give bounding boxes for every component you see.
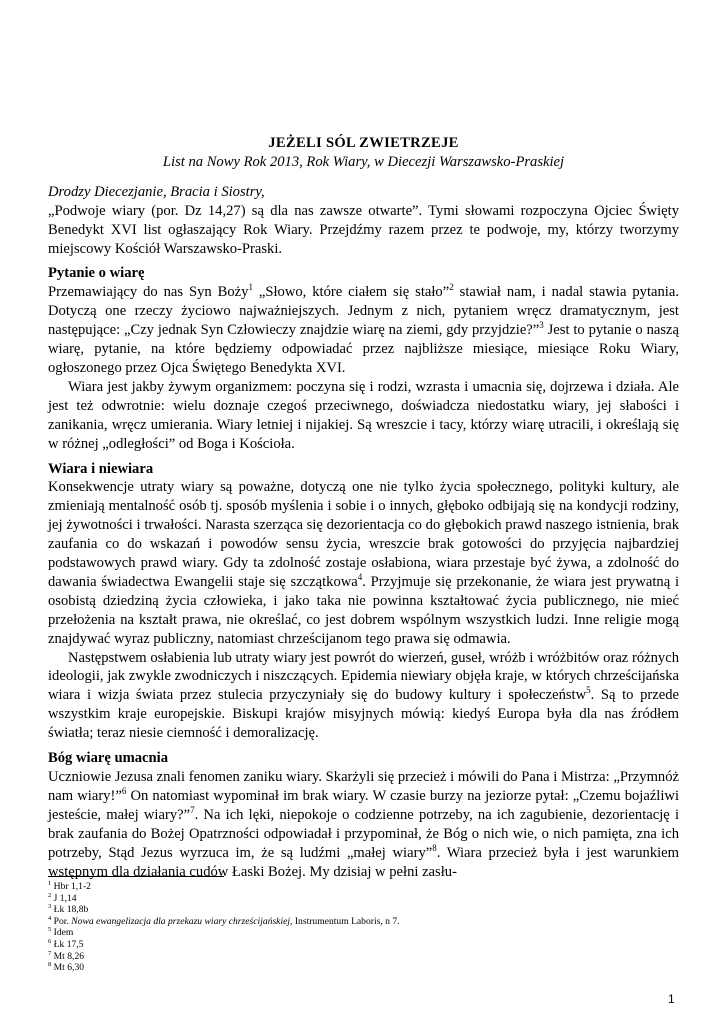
footnote: $^3$ Łk 18,8b bbox=[48, 903, 89, 916]
footnote-ref[interactable]: 6 bbox=[121, 786, 127, 797]
section-heading: Pytanie o wiarę bbox=[48, 265, 145, 282]
letter-body bbox=[48, 134, 679, 881]
document-title: JEŻELI SÓL ZWIETRZEJE bbox=[268, 135, 459, 151]
footnote-ref[interactable]: 4 bbox=[357, 572, 363, 583]
intro-paragraph: „Podwoje wiary (por. Dz 14,27) są dla nas zawsze otwarte”. Tymi słowami rozpoczyna Ojciec Święty Benedykt XVI list ogłaszający Rok Wiary. Przejdźmy razem przez te podwoje, my, którzy tworzymy miejscowy Kościół Warszawsko-Praski. bbox=[48, 202, 679, 257]
section-heading: Bóg wiarę umacnia bbox=[48, 750, 168, 767]
paragraph: Uczniowie Jezusa znali fenomen zaniku wiary. Skarżyli się przecież i mówili do Pana i Mistrza: „Przymnóż nam wiary!”$^6$ On natomiast wypominał im brak wiary. W czasie burzy na jeziorze pytał: „Czemu bojaźliwi jesteście, małej wiary?”$^7$. Na ich lęki, niepokoje o codzienne potrzeby, na ich zagubienie, dezorientację i brak zaufania do Bożej Opatrzności odpowiadał i przypominał, że Bóg o nich wie, o nich pamięta, zna ich potrzeby, Stąd Jezus wyrzuca im, że są ludźmi „małej wiary”$^8$. Wiara przecież była i jest warunkiem wstępnym dla działania cudów Łaski Bożej. My dzisiaj w pełni zasłu- bbox=[48, 769, 680, 880]
footnote: $^7$ Mt 8,26 bbox=[48, 949, 85, 962]
footnote-ref[interactable]: 5 bbox=[586, 685, 591, 696]
paragraph: Następstwem osłabienia lub utraty wiary jest powrót do wierzeń, guseł, wróżb i wróżbitów oraz różnych ideologii, jak zwykle zwodniczych i niszczących. Epidemia niewiary objęła kraje, w których chrześcijańska wiara i wizja świata przez stulecia przyczyniały się do budowy kultury i społeczeństw$^5$. Są to przede wszystkim kraje europejskie. Biskupi krajów misyjnych mówią: kiedyś Europa była dla nas źródłem światła; teraz niesie ciemność i demoralizację. bbox=[48, 649, 679, 742]
footnote: $^6$ Łk 17,5 bbox=[48, 937, 84, 950]
footnote: $^4$ Por. Nowa ewangelizacja dla przekazu wiary chrześcijańskiej, Instrumentum Laboris, n 7. bbox=[48, 914, 400, 927]
footnote-ref[interactable]: 7 bbox=[190, 804, 195, 815]
footnotes bbox=[48, 881, 679, 974]
footnote-ref[interactable]: 3 bbox=[539, 320, 544, 331]
section-heading: Wiara i niewiara bbox=[48, 460, 154, 477]
paragraph: Przemawiający do nas Syn Boży$^1$ „Słowo, które ciałem się stało”$^2$ stawiał nam, i nadal stawia pytania. Dotyczą one rzeczy życiowo najważniejszych. Jednym z nich, pytaniem wręcz dramatycznym, jest następujące: „Czy jednak Syn Człowieczy znajdzie wiarę na ziemi, gdy przyjdzie?”$^3$ Jest to pytanie o naszą wiarę, pytanie, na które będziemy odpowiadać przez najbliższe miesiące, miesiące Roku Wiary, ogłoszonego przez Ojca Świętego Benedykta XVI. bbox=[48, 282, 679, 376]
footnote-ref[interactable]: 8 bbox=[432, 842, 437, 853]
footnote: $^2$ J 1,14 bbox=[48, 891, 77, 904]
footnote-separator bbox=[48, 876, 224, 877]
paragraph: Wiara jest jakby żywym organizmem: poczyna się i rodzi, wzrasta i umacnia się, dojrzewa i działa. Ale jest też odwrotnie: wielu doznaje czegoś przeciwnego, doświadcza niedostatku wiary, jej słabości i zanikania, wręcz umierania. Wiary letniej i nijakiej. Są wreszcie i tacy, którzy wiarę utracili, i określają się w różnej „odległości” od Boga i Kościoła. bbox=[48, 378, 679, 452]
document-subtitle: List na Nowy Rok 2013, Rok Wiary, w Diecezji Warszawsko-Praskiej bbox=[162, 153, 565, 170]
footnote: $^8$ Mt 6,30 bbox=[48, 960, 85, 974]
footnote: $^5$ Idem bbox=[48, 926, 74, 939]
footnote-ref[interactable]: 2 bbox=[449, 282, 454, 293]
footnote: $^1$ Hbr 1,1-2 bbox=[48, 879, 91, 892]
greeting: Drodzy Diecezjanie, Bracia i Siostry, bbox=[48, 183, 265, 200]
paragraph: Konsekwencje utraty wiary są poważne, dotyczą one nie tylko życia społecznego, polityki kultury, ale zmieniają mentalność osób tj. sposób myślenia i sobie i o innych, głęboko odbijają się na kondycji rodziny, jej żywotności i trwałości. Narasta szerząca się dezorientacja co do głębokich prawd naszego istnienia, brak zaufania co do wskazań i powodów sensu życia, wreszcie brak gotowości do przyjęcia najbardziej podstawowych prawd wiary. Gdy ta zdolność zostaje osłabiona, wiara przestaje być żywa, a zdolność do dawania świadectwa Ewangelii staje się szczątkowa$^4$. Przyjmuje się przekonanie, że wiara jest prywatną i osobistą dziedziną życia człowieka, i jako taka nie powinna kształtować życia publicznego, nie mieć przełożenia na kształt prawa, nie określać, co jest dobrem wspólnym wszystkich ludzi. Inne religie mogą znajdywać wyraz publiczny, natomiast chrześcijanom tego prawa się odmawia. bbox=[48, 479, 679, 647]
footnote-ref[interactable]: 1 bbox=[248, 282, 253, 293]
page-number: 1 bbox=[668, 992, 675, 1006]
